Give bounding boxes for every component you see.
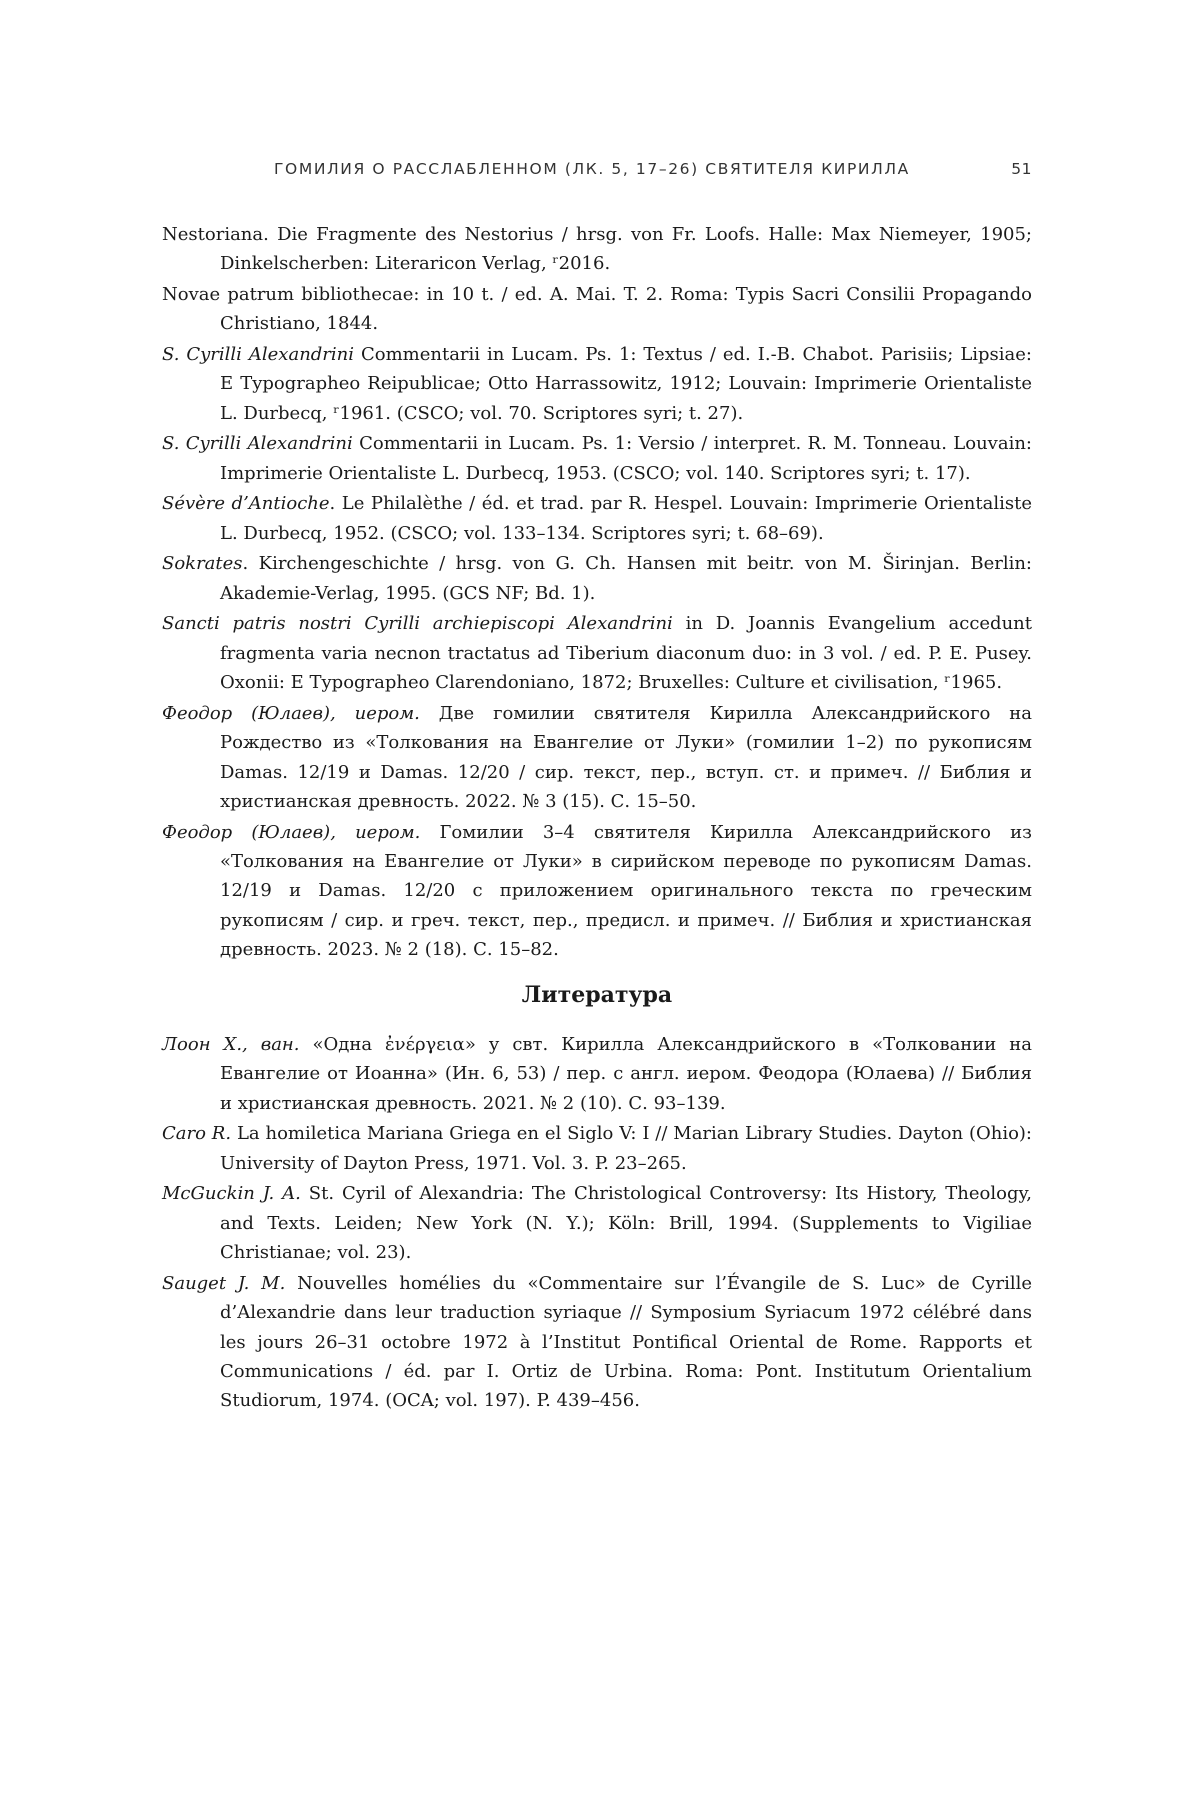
source-author: Феодор (Юлаев), иером.	[162, 821, 421, 843]
source-text: Commentarii in Lucam. Ps. 1: Versio / interpret. R. M. Tonneau. Louvain: Imprimerie Orientaliste L. Durbecq, 1953. (CSCO; vol. 140. Scriptores syri; t. 17).	[220, 433, 1032, 484]
source-entry	[162, 220, 1032, 279]
source-author: S. Cyrilli Alexandrini	[162, 344, 355, 365]
source-text: Две гомилии святителя Кирилла Александрийского на Рождество из «Толкования на Евангелие от Луки» (гомилии 1–2) по рукописям Damas. 12/19 и Damas. 12/20 / сир. текст, пер., вступ. ст. и примеч. // Библия и христианская древность. 2022. № 3 (15). С. 15–50.	[220, 702, 1032, 813]
literature-entry	[162, 1179, 1032, 1267]
running-head	[162, 160, 1032, 186]
literature-text: «Одна ἐνέργεια» у свт. Кирилла Александрийского в «Толковании на Евангелие от Иоанна» (Ин. 6, 53) / пер. с англ. иером. Феодора (Юлаева) // Библия и христианская древность. 2021. № 2 (10). С. 93–139.	[220, 1034, 1032, 1114]
source-entry	[162, 340, 1032, 428]
sources-list	[162, 220, 1032, 966]
literature-heading: Литература	[521, 982, 673, 1008]
literature-author: Caro R.	[162, 1123, 232, 1145]
source-text: Гомилии 3–4 святителя Кирилла Александрийского из «Толкования на Евангелие от Луки» в сирийском переводе по рукописям Damas. 12/19 и Damas. 12/20 с приложением оригинального текста по греческим рукописям / сир. и греч. текст, пер., предисл. и примеч. // Библия и христианская древность. 2023. № 2 (18). С. 15–82.	[220, 821, 1032, 961]
literature-text: St. Cyril of Alexandria: The Christological Controversy: Its History, Theology, and Texts. Leiden; New York (N. Y.); Köln: Brill, 1994. (Supplements to Vigiliae Christianae; vol. 23).	[220, 1183, 1032, 1264]
source-entry	[162, 549, 1032, 608]
page-number: 51	[1011, 160, 1032, 178]
literature-author: McGuckin J. A.	[162, 1183, 301, 1205]
source-author: Sokrates	[162, 553, 243, 575]
source-entry	[162, 818, 1032, 965]
literature-author: Sauget J. M.	[162, 1272, 286, 1294]
source-author: Sévère d’Antioche	[162, 493, 330, 515]
literature-text: La homiletica Mariana Griega en el Siglo V: I // Marian Library Studies. Dayton (Ohio): University of Dayton Press, 1971. Vol. 3. P. 23–265.	[220, 1123, 1032, 1174]
source-entry	[162, 609, 1032, 697]
source-text: Commentarii in Lucam. Ps. 1: Textus / ed. I.-B. Chabot. Parisiis; Lipsiae: E Typographeo Reipublicae; Otto Harrassowitz, 1912; Louvain: Imprimerie Orientaliste L. Durbecq, ʳ1961. (CSCO; vol. 70. Scriptores syri; t. 27).	[220, 344, 1032, 424]
source-text: Novae patrum bibliothecae: in 10 t. / ed. A. Mai. T. 2. Roma: Typis Sacri Consilii Propagando Christiano, 1844.	[162, 284, 1032, 335]
literature-entry	[162, 1269, 1032, 1416]
source-entry	[162, 429, 1032, 488]
source-entry	[162, 699, 1032, 817]
running-title: ГОМИЛИЯ О РАССЛАБЛЕННОМ (ЛК. 5, 17–26) СВЯТИТЕЛЯ КИРИЛЛА	[274, 160, 910, 178]
literature-text: Nouvelles homélies du «Commentaire sur l’Évangile de S. Luc» de Cyrille d’Alexandrie dans leur traduction syriaque // Symposium Syriacum 1972 célébré dans les jours 26–31 octobre 1972 à l’Institut Pontifical Oriental de Rome. Rapports et Communications / éd. par I. Ortiz de Urbina. Roma: Pont. Institutum Orientalium Studiorum, 1974. (OCA; vol. 197). P. 439–456.	[220, 1272, 1032, 1412]
source-text: in D. Joannis Evangelium accedunt fragmenta varia necnon tractatus ad Tiberium diaconum duo: in 3 vol. / ed. P. E. Pusey. Oxonii: E Typographeo Clarendoniano, 1872; Bruxelles: Culture et civilisation, ʳ1965.	[220, 613, 1032, 694]
literature-entry	[162, 1119, 1032, 1178]
source-author: Sancti patris nostri Cyrilli archiepiscopi Alexandrini	[162, 613, 673, 635]
source-text: Nestoriana. Die Fragmente des Nestorius / hrsg. von Fr. Loofs. Halle: Max Niemeyer, 1905; Dinkelscherben: Literaricon Verlag, ʳ2016.	[162, 224, 1032, 275]
source-entry	[162, 489, 1032, 548]
literature-list	[162, 1030, 1032, 1417]
source-author: S. Cyrilli Alexandrini	[162, 433, 353, 455]
literature-entry	[162, 1030, 1032, 1118]
source-entry	[162, 280, 1032, 339]
literature-author: Лоон Х., ван.	[162, 1034, 300, 1055]
source-author: Феодор (Юлаев), иером.	[162, 702, 420, 724]
source-text: . Le Philalèthe / éd. et trad. par R. Hespel. Louvain: Imprimerie Orientaliste L. Durbecq, 1952. (CSCO; vol. 133–134. Scriptores syri; t. 68–69).	[220, 493, 1032, 544]
source-text: . Kirchengeschichte / hrsg. von G. Ch. Hansen mit beitr. von M. Širinjan. Berlin: Akademie-Verlag, 1995. (GCS NF; Bd. 1).	[220, 553, 1032, 604]
